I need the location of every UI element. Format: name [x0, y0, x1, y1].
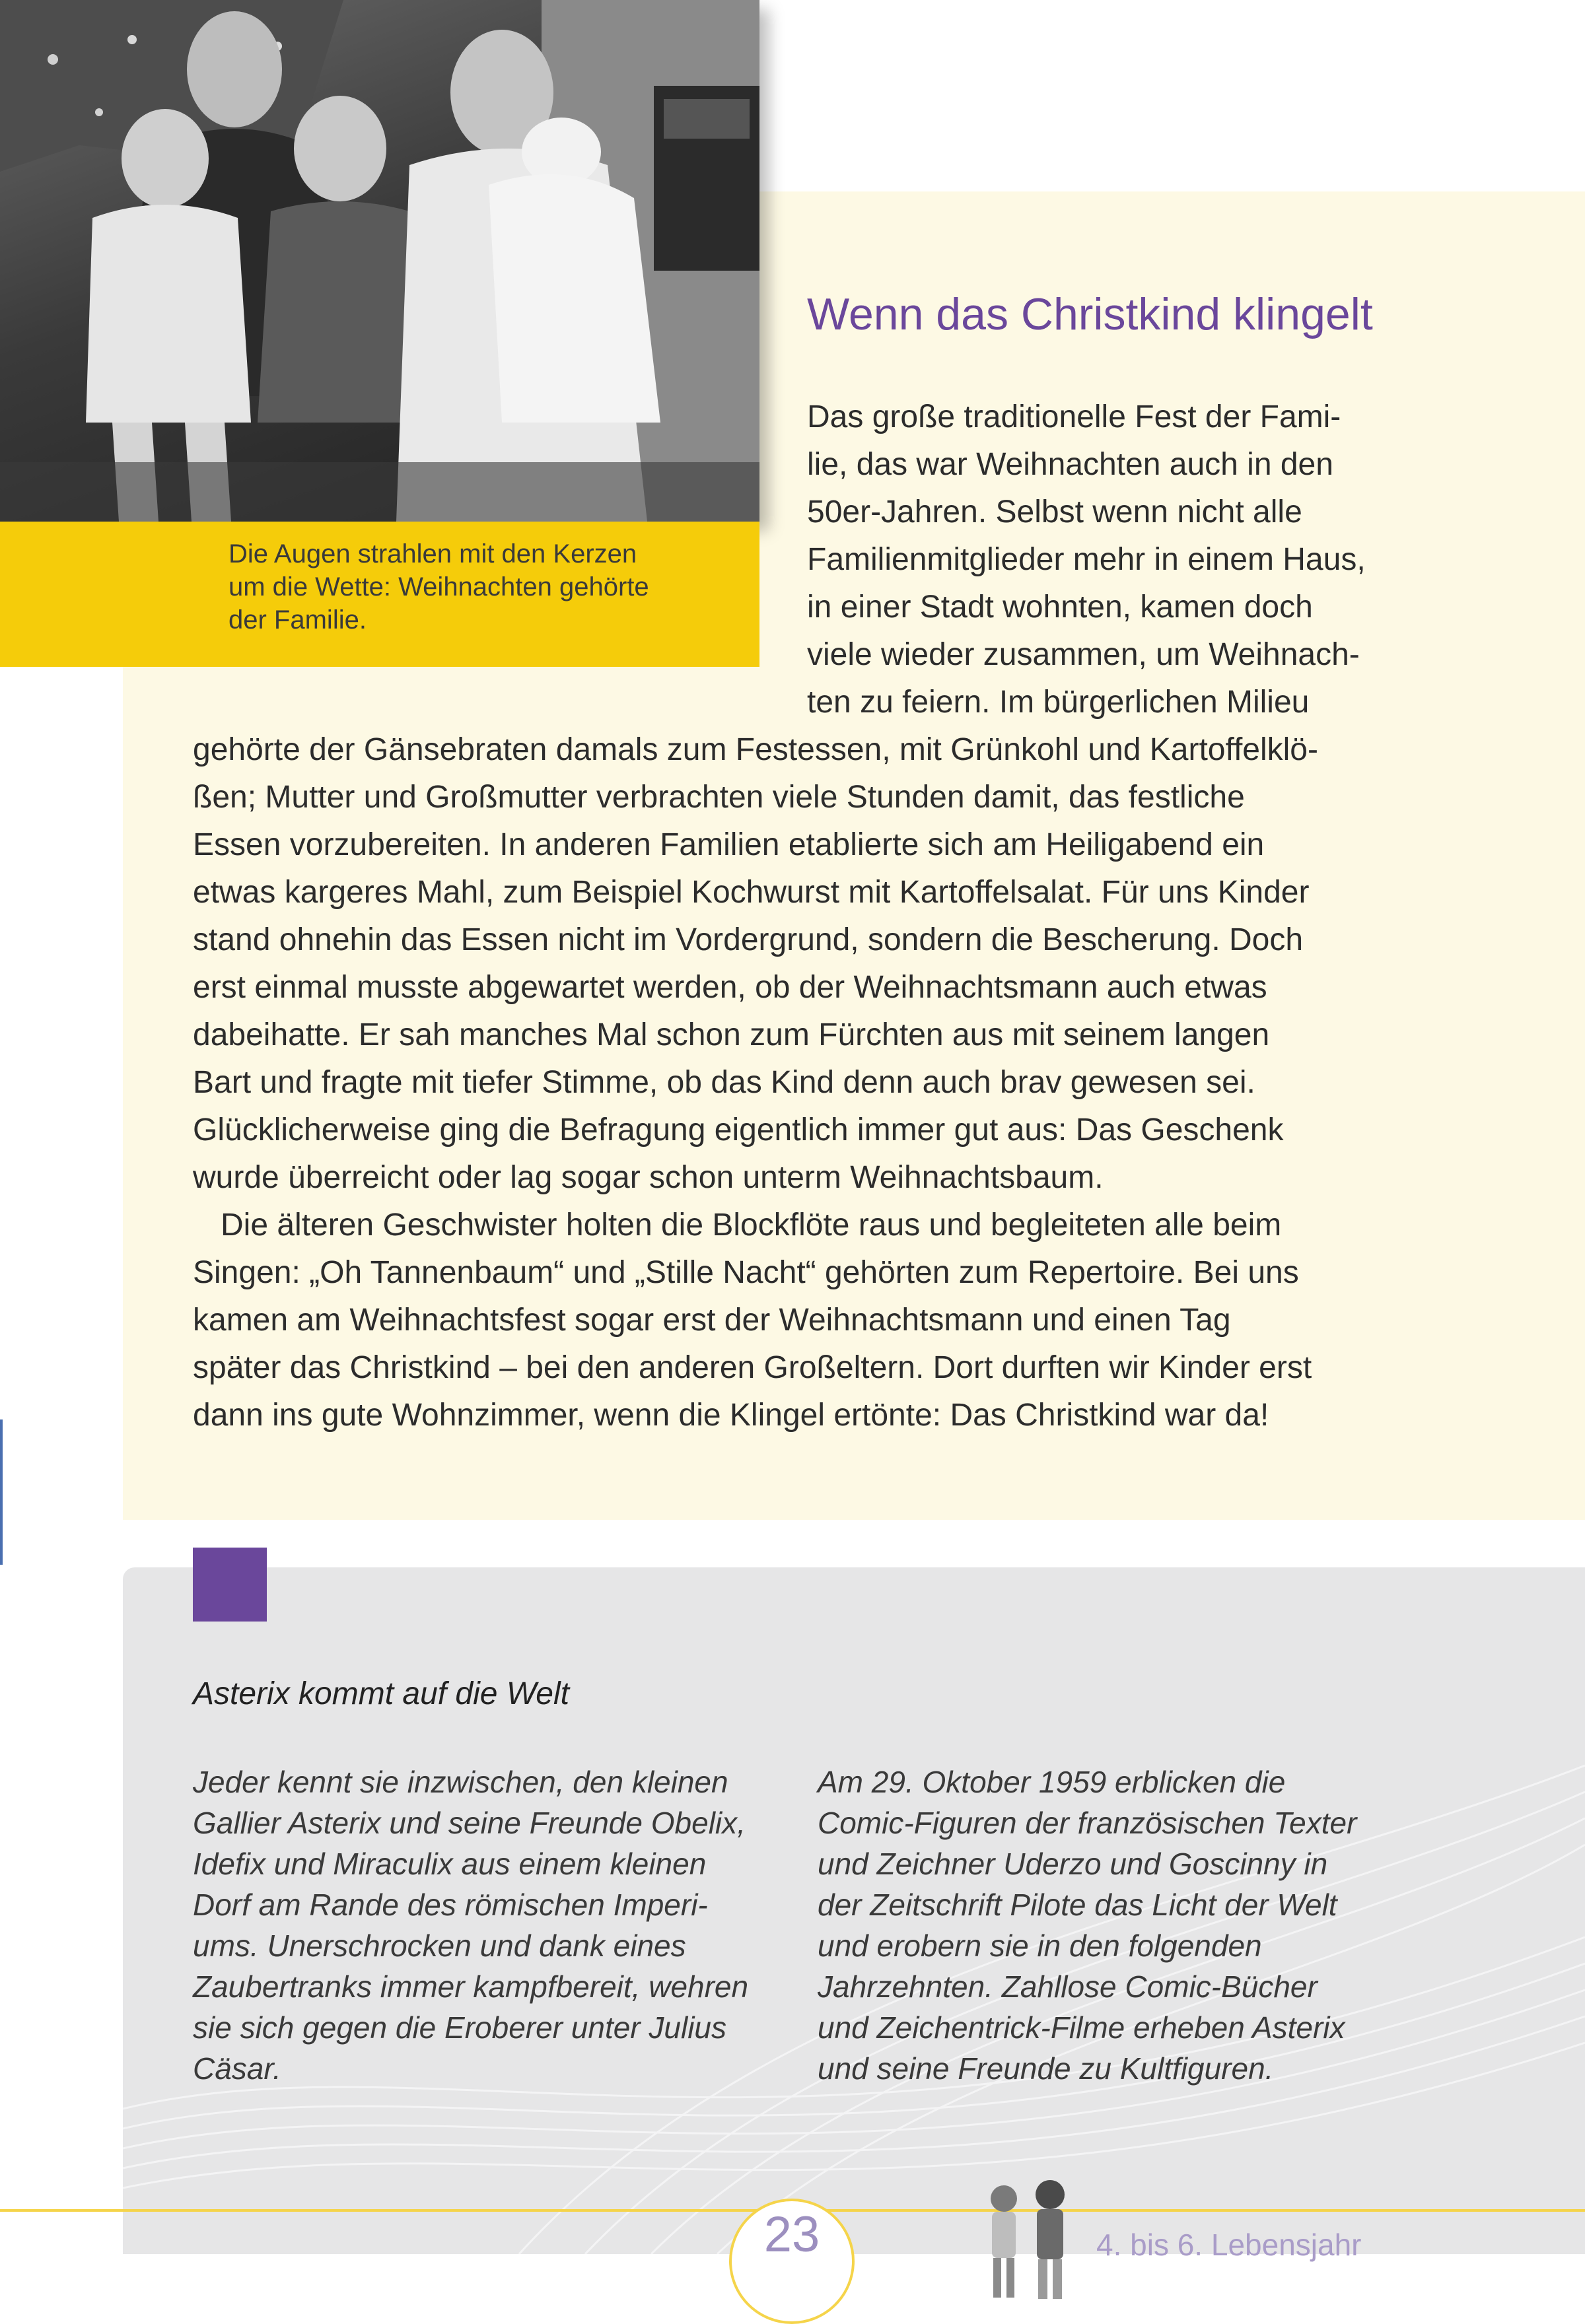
text-line: stand ohnehin das Essen nicht im Vordergrund, sondern die Bescherung. Doch	[193, 922, 1304, 957]
photo-caption	[229, 537, 744, 636]
text-line: Jeder kennt sie inzwischen, den kleinen	[193, 1765, 728, 1799]
text-line: und seine Freunde zu Kultfiguren.	[818, 2051, 1274, 2086]
text-line: dann ins gute Wohnzimmer, wenn die Klingel ertönte: Das Christkind war da!	[193, 1398, 1269, 1433]
photo-caption-box	[0, 522, 759, 667]
text-line: Glücklicherweise ging die Befragung eigentlich immer gut aus: Das Geschenk	[193, 1112, 1284, 1147]
text-line: gehörte der Gänsebraten damals zum Festessen, mit Grünkohl und Kartoffelklö-	[193, 732, 1318, 767]
family-christmas-photo	[0, 0, 759, 522]
text-line: ten zu feiern. Im bürgerlichen Milieu	[807, 685, 1310, 720]
text-line: Familienmitglieder mehr in einem Haus,	[807, 542, 1366, 577]
text-line: wurde überreicht oder lag sogar schon unterm Weihnachtsbaum.	[193, 1160, 1104, 1195]
page-number: 23	[763, 2206, 820, 2263]
caption-line: Die Augen strahlen mit den Kerzen	[229, 539, 637, 568]
text-line: Essen vorzubereiten. In anderen Familien etablierte sich am Heiligabend ein	[193, 827, 1265, 862]
info-box-title: Asterix kommt auf die Welt	[193, 1676, 569, 1711]
text-line: und erobern sie in den folgenden	[818, 1929, 1262, 1963]
text-line: Bart und fragte mit tiefer Stimme, ob das Kind denn auch brav gewesen sei.	[193, 1065, 1255, 1100]
text-line: Die älteren Geschwister holten die Blockflöte raus und begleiteten alle beim	[221, 1208, 1282, 1243]
section-label: 4. bis 6. Lebensjahr	[1096, 2228, 1362, 2262]
text-line: Jahrzehnten. Zahllose Comic-Bücher	[818, 1969, 1318, 2004]
text-line: Singen: „Oh Tannenbaum“ und „Stille Nacht“ gehörten zum Repertoire. Bei uns	[193, 1255, 1299, 1290]
text-line: der Zeitschrift Pilote das Licht der Welt	[818, 1888, 1337, 1922]
article-title: Wenn das Christkind klingelt	[807, 289, 1373, 339]
text-line: kamen am Weihnachtsfest sogar erst der Weihnachtsmann und einen Tag	[193, 1303, 1231, 1338]
text-line: Comic-Figuren der französischen Texter	[818, 1806, 1357, 1840]
text-line: Gallier Asterix und seine Freunde Obelix,	[193, 1806, 746, 1840]
photo-illustration	[0, 0, 759, 522]
text-line: erst einmal musste abgewartet werden, ob der Weihnachtsmann auch etwas	[193, 970, 1267, 1005]
text-line: Dorf am Rande des römischen Imperi-	[193, 1888, 708, 1922]
text-line: Cäsar.	[193, 2051, 281, 2086]
text-line: und Zeichner Uderzo und Goscinny in	[818, 1847, 1328, 1881]
text-line: Idefix und Miraculix aus einem kleinen	[193, 1847, 707, 1881]
text-line: etwas kargeres Mahl, zum Beispiel Kochwurst mit Kartoffelsalat. Für uns Kinder	[193, 875, 1310, 910]
boy-figure	[122, 109, 209, 208]
text-line: Am 29. Oktober 1959 erblicken die	[818, 1765, 1286, 1799]
text-line: in einer Stadt wohnten, kamen doch	[807, 590, 1313, 625]
edge-marker	[0, 1419, 3, 1565]
info-box-left-column	[193, 1761, 787, 2089]
text-line: Das große traditionelle Fest der Fami-	[807, 399, 1341, 434]
info-box-accent-square	[193, 1548, 267, 1622]
girl-figure	[294, 96, 386, 201]
text-line: später das Christkind – bei den anderen Großeltern. Dort durften wir Kinder erst	[193, 1350, 1312, 1385]
text-line: 50er-Jahren. Selbst wenn nicht alle	[807, 495, 1302, 530]
text-line: sie sich gegen die Eroberer unter Julius	[193, 2010, 727, 2045]
text-line: ßen; Mutter und Großmutter verbrachten viele Stunden damit, das festliche	[193, 780, 1245, 815]
caption-line: der Familie.	[229, 605, 367, 634]
children-illustration	[971, 2172, 1090, 2304]
text-line: Zaubertranks immer kampfbereit, wehren	[193, 1969, 749, 2004]
text-line: lie, das war Weihnachten auch in den	[807, 447, 1333, 482]
text-line: ums. Unerschrocken und dank eines	[193, 1929, 686, 1963]
text-line: viele wieder zusammen, um Weihnach-	[807, 637, 1360, 672]
text-line: dabeihatte. Er sah manches Mal schon zum Fürchten aus mit seinem langen	[193, 1017, 1270, 1052]
text-line: und Zeichentrick-Filme erheben Asterix	[818, 2010, 1345, 2045]
article-intro	[807, 393, 1467, 726]
article-body	[193, 726, 1421, 1439]
father-figure	[187, 11, 282, 127]
caption-line: um die Wette: Weihnachten gehörte	[229, 572, 649, 601]
info-box-right-column	[818, 1761, 1412, 2089]
